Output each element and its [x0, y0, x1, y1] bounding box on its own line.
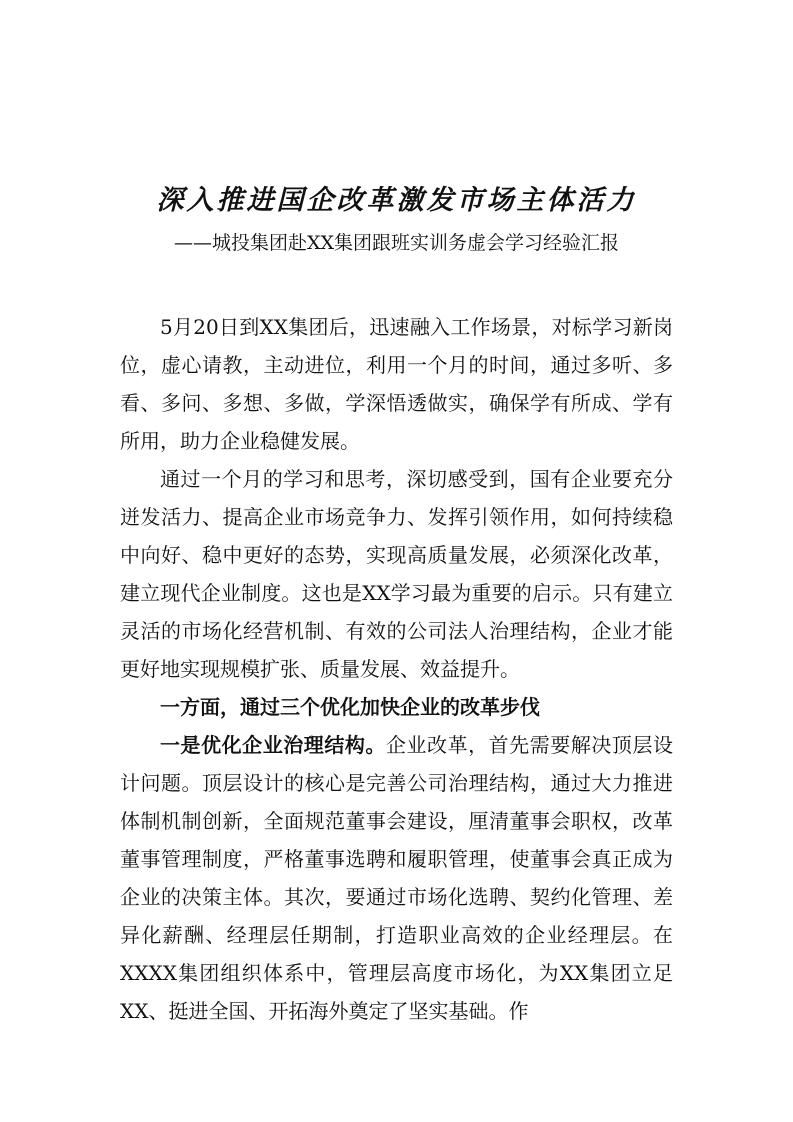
paragraph-governance: [120, 726, 673, 1030]
paragraph-governance-text: 企业改革，首先需要解决顶层设计问题。顶层设计的核心是完善公司治理结构，通过大力推进体制机制创新，全面规范董事会建设，厘清董事会职权，改革董事管理制度，严格董事选聘和履职管理，使董事会真正成为企业的决策主体。其次，要通过市场化选聘、契约化管理、差异化薪酬、经理层任期制，打造职业高效的企业经理层。在XXXX集团组织体系中，管理层高度市场化，为XX集团立足XX、挺进全国、开拓海外奠定了坚实基础。作: [120, 733, 674, 1023]
section-heading: 一方面，通过三个优化加快企业的改革步伐: [160, 695, 540, 719]
document-body: [120, 308, 673, 1030]
document-subtitle: ——城投集团赴XX集团跟班实训务虚会学习经验汇报: [173, 232, 620, 254]
paragraph-lead-phrase: 一是优化企业治理结构。: [160, 733, 386, 757]
paragraph-insight: 通过一个月的学习和思考，深切感受到，国有企业要充分迸发活力、提高企业市场竞争力、发挥引领作用，如何持续稳中向好、稳中更好的态势，实现高质量发展，必须深化改革，建立现代企业制度。这也是XX学习最为重要的启示。只有建立灵活的市场化经营机制、有效的公司法人治理结构，企业才能更好地实现规模扩张、质量发展、效益提升。: [120, 467, 673, 681]
paragraph-intro: 5月20日到XX集团后，迅速融入工作场景，对标学习新岗位，虚心请教，主动进位，利用一个月的时间，通过多听、多看、多问、多想、多做，学深悟透做实，确保学有所成、学有所用，助力企业稳健发展。: [120, 315, 673, 453]
document-title: 深入推进国企改革激发市场主体活力: [156, 185, 637, 216]
